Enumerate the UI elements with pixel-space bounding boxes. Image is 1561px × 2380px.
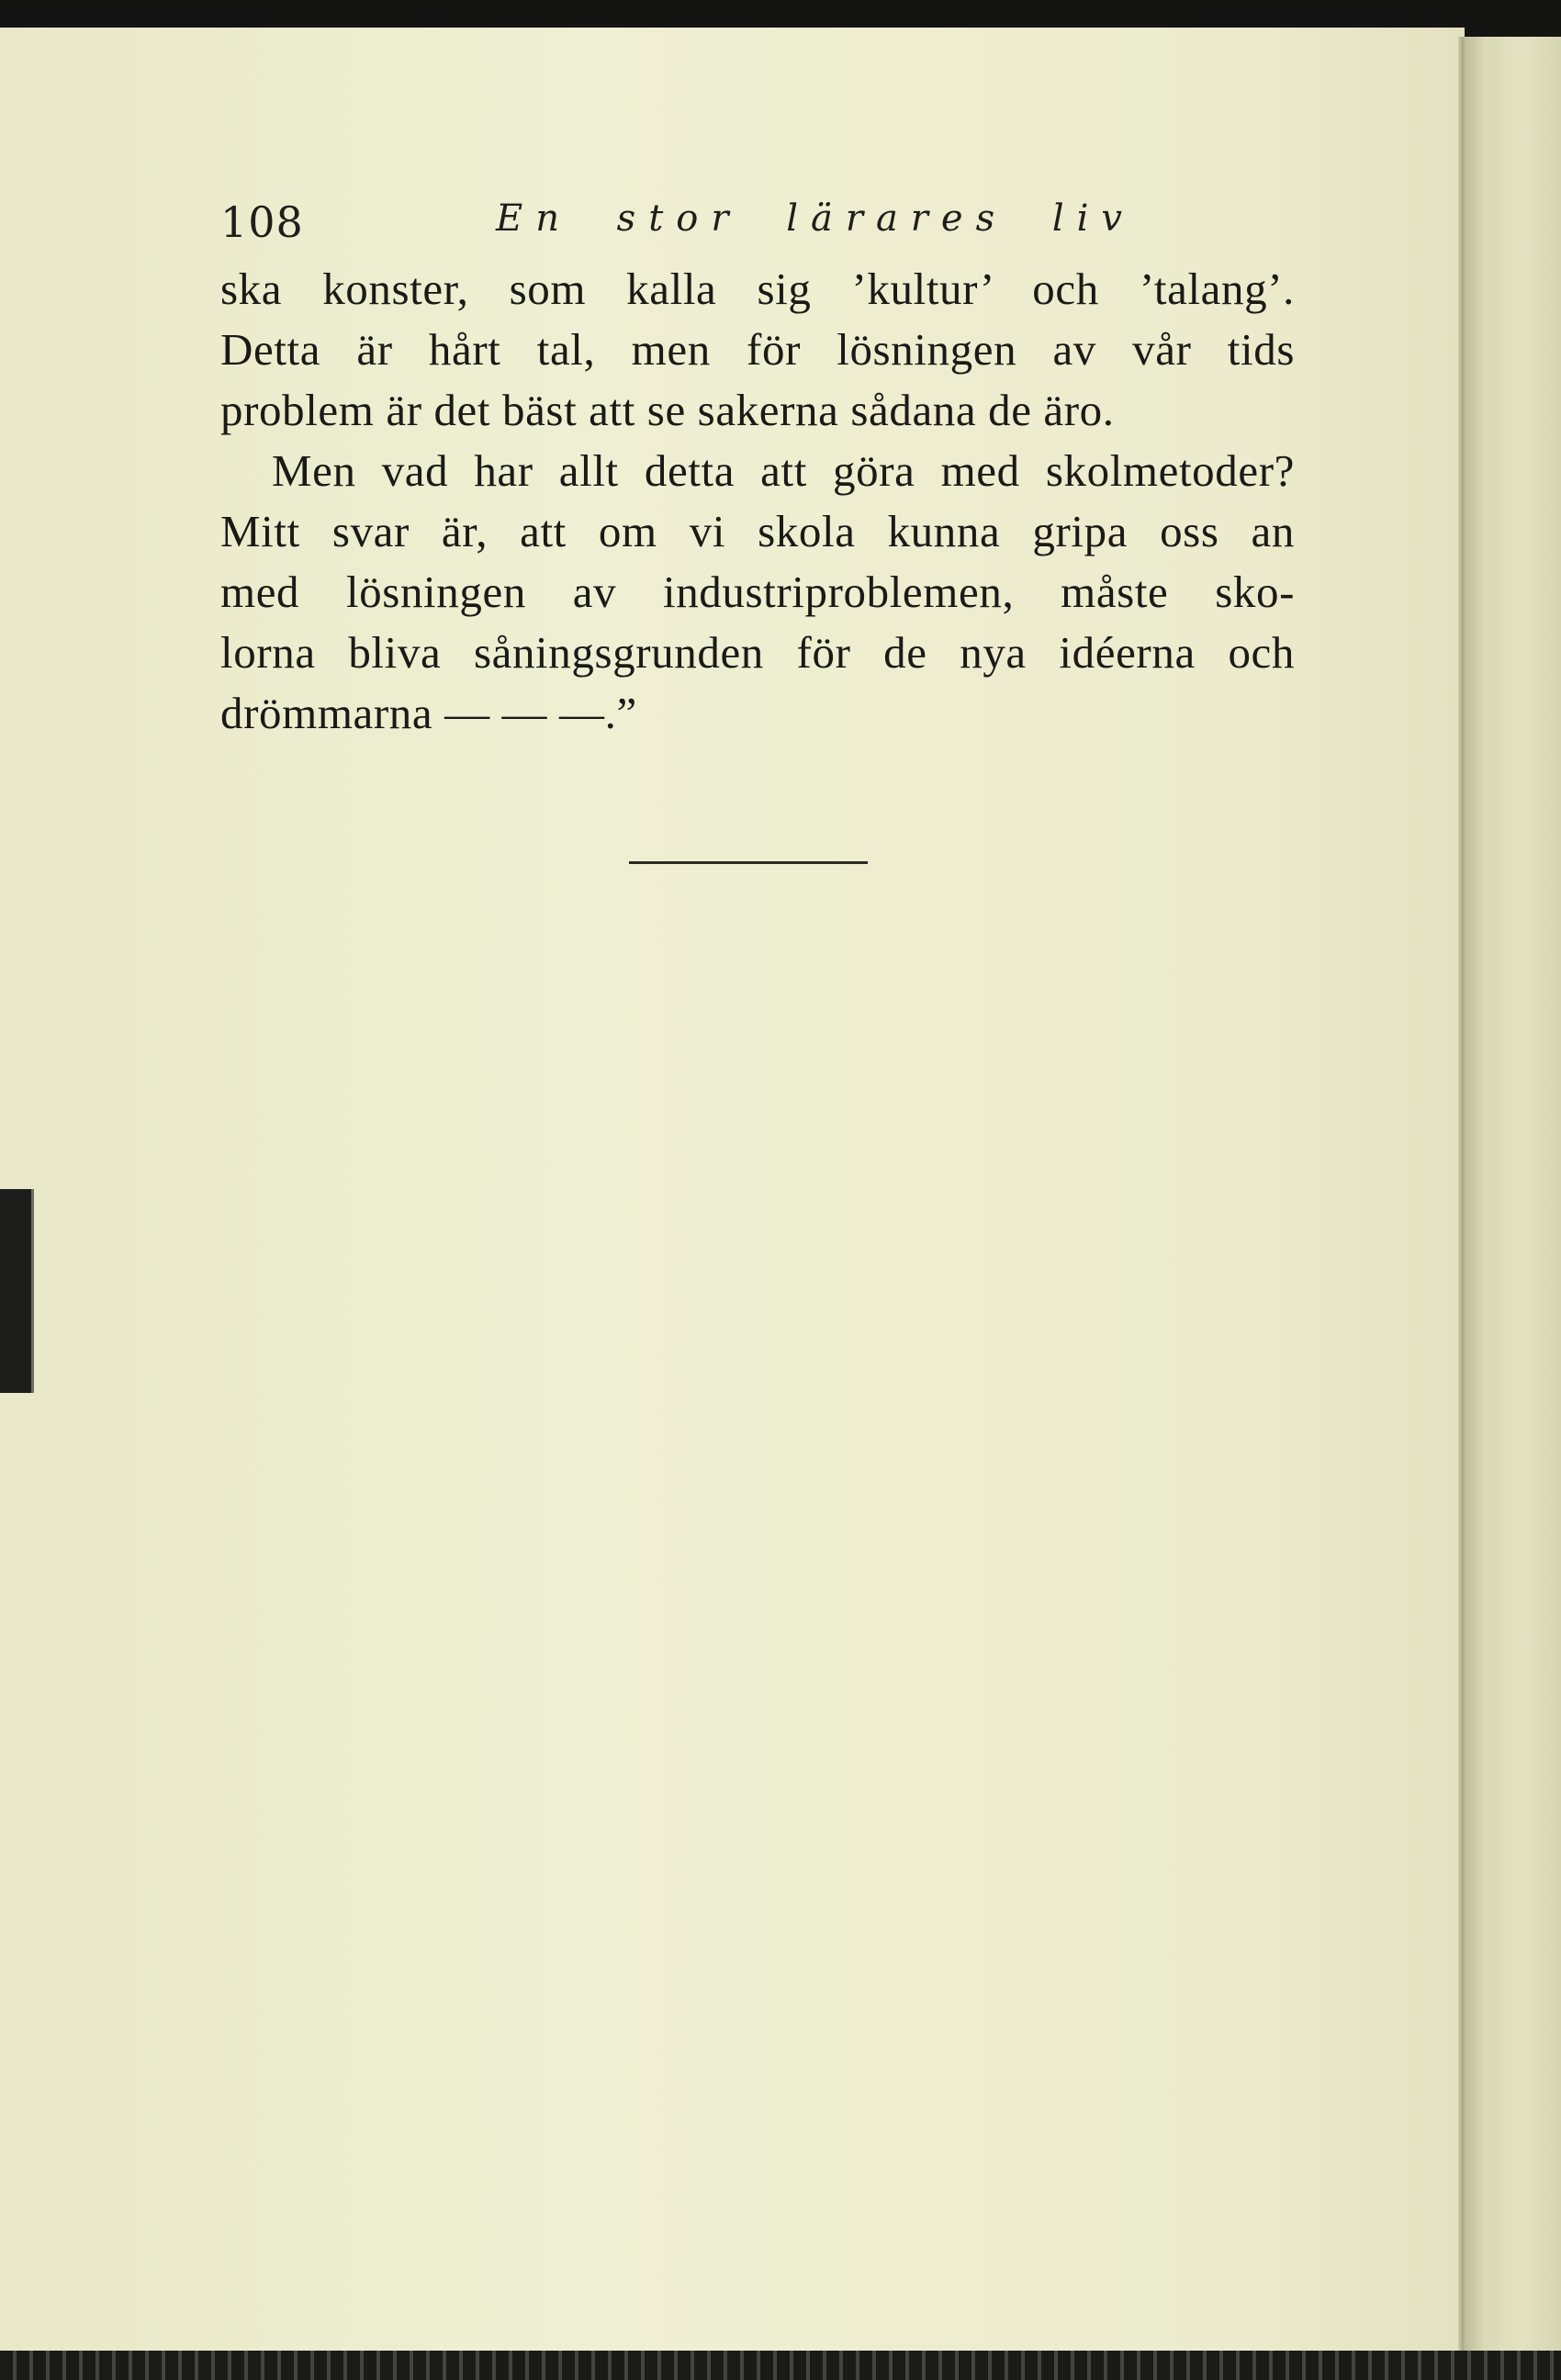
text-line: problem är det bäst att se sakerna sådana de äro. — [220, 385, 1115, 435]
text-line: Mitt svar är, att om vi skola kunna gripa oss an — [220, 506, 1295, 556]
running-title: En stor lärares liv — [496, 197, 1136, 240]
body-text — [220, 259, 1295, 744]
text-line: ska konster, som kalla sig ’kultur’ och ’talang’. — [220, 264, 1295, 314]
section-end-rule — [629, 861, 868, 864]
text-line: med lösningen av industriproblemen, måste sko- — [220, 567, 1295, 617]
scanner-clip — [0, 1189, 34, 1393]
scanner-bed-edge — [0, 2351, 1561, 2380]
text-line: Men vad har allt detta att göra med skolmetoder? — [272, 445, 1295, 496]
text-line: Detta är hårt tal, men för lösningen av vår tids — [220, 324, 1295, 375]
page-header — [220, 197, 1295, 253]
text-line: lorna bliva såningsgrunden för de nya idéerna och — [220, 627, 1295, 678]
text-line: drömmarna — — —.” — [220, 688, 637, 738]
page-number: 108 — [220, 197, 304, 247]
adjacent-page-edge — [1465, 37, 1561, 2360]
